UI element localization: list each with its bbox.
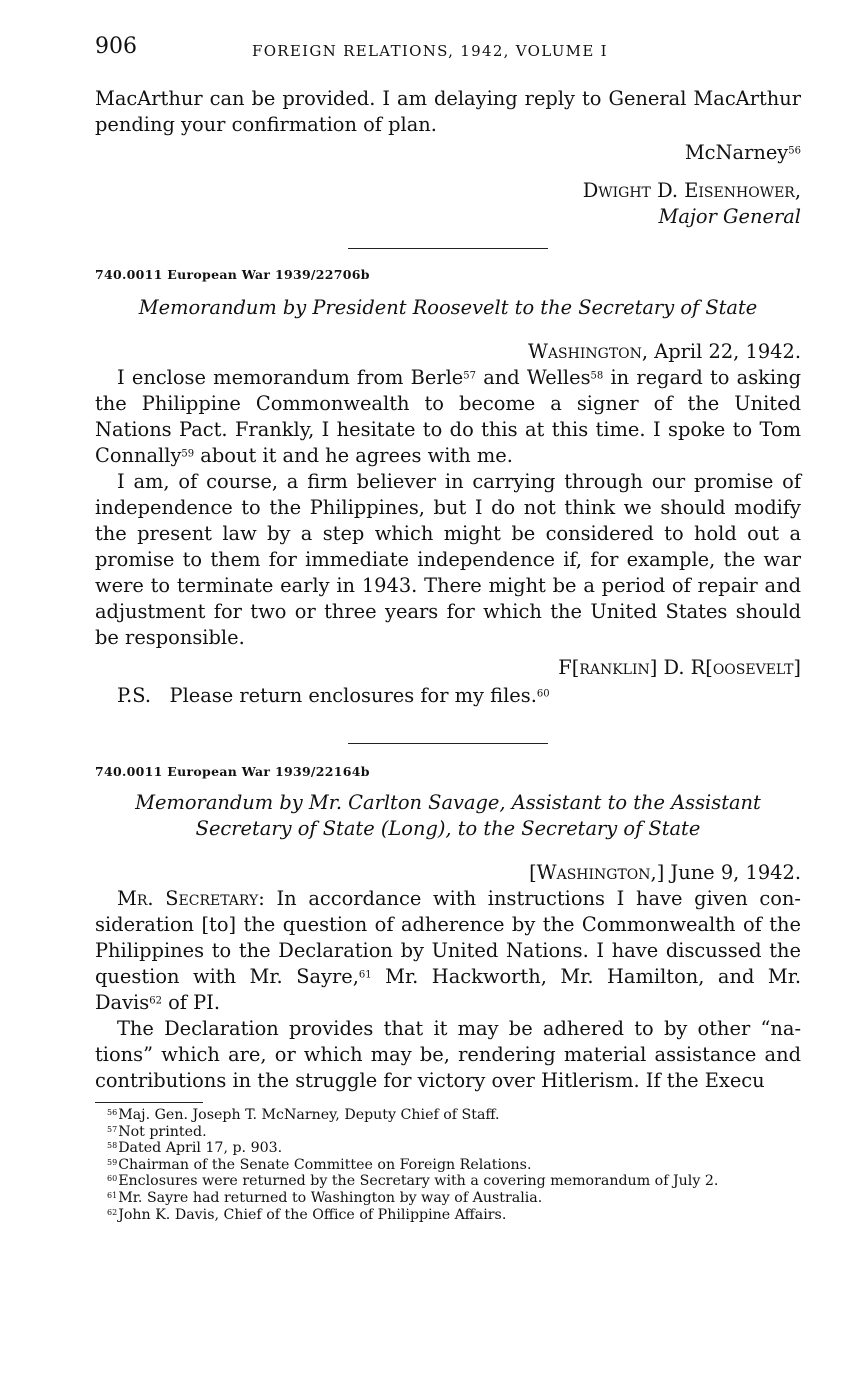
dateline-date: April 22, 1942. (648, 340, 801, 363)
dateline-place: [Washington,] (529, 861, 665, 884)
footnote-number: 61 (107, 1190, 118, 1200)
page-number: 906 (95, 34, 137, 59)
footnote-number: 56 (107, 1108, 118, 1117)
postscript (95, 683, 801, 709)
footnote-number: 57 (107, 1124, 118, 1134)
text-run: in regard to asking the Philippine Commonwealth to become a signer of the United Nations Pact. Frankly, I hesitate to do this at this time. I spoke to Tom Connally (95, 366, 801, 467)
text-run: and Welles (476, 366, 591, 389)
memo-paragraph (95, 365, 801, 469)
body-text (95, 86, 801, 1094)
footnote (95, 1190, 801, 1207)
footnote (95, 1140, 801, 1157)
file-code: 740.0011 European War 1939/22164b (95, 764, 370, 779)
memo-paragraph (95, 886, 801, 1016)
document-title (95, 790, 801, 842)
section-divider (348, 743, 548, 744)
text-run: oosevelt (712, 656, 794, 679)
dateline (95, 339, 801, 365)
page-header (95, 34, 801, 68)
text-run: P.S. Please return enclosures for my files. (117, 684, 537, 707)
footnote-text: Dated April 17, p. 903. (118, 1140, 283, 1157)
footnote (95, 1157, 801, 1174)
dateline-place: Washington, (528, 340, 649, 363)
footnote-ref: 59 (181, 448, 195, 460)
footnote-text: Maj. Gen. Joseph T. McNarney, Deputy Chief of Staff. (118, 1107, 500, 1123)
memo-paragraph: I am, of course, a firm believer in carrying through our promise of independence to the Philippines, but I do not think we should modify the present law by a step which might be considered to hold out a promise to them for immediate independence if, for example, the war were to terminate early in 1943. There might be a period of repair and adjustment for two or three years for which the United States should be responsible. (95, 470, 801, 649)
footnote-ref: 57 (463, 370, 477, 382)
text-run: ] (793, 656, 801, 679)
footnote-text: John K. Davis, Chief of the Office of Philippine Affairs. (118, 1206, 507, 1223)
signature (95, 655, 801, 681)
memo-paragraph: The Declaration provides that it may be adhered to by other “nations” which are, or which may be, rendering material assistance and contributions in the struggle for victory over Hitlerism. If the Execu (95, 1017, 801, 1092)
footnote-ref: 60 (536, 688, 550, 700)
file-code: 740.0011 European War 1939/22706b (95, 267, 370, 282)
footnote-divider (95, 1102, 203, 1103)
text-run: ] D. R[ (649, 656, 713, 679)
continuation-paragraph: MacArthur can be provided. I am delaying reply to General MacArthur pending your confirmation of plan. (95, 87, 801, 136)
section-divider (348, 248, 548, 249)
text-run: of PI. (161, 991, 221, 1014)
telegram-signoff (95, 140, 801, 166)
document-title: Memorandum by President Roosevelt to the Secretary of State (138, 296, 758, 319)
signoff-name: McNarney (684, 141, 789, 164)
document-page (95, 34, 801, 1223)
dateline-date: June 9, 1942. (664, 861, 801, 884)
text-run: I enclose memorandum from Berle (117, 366, 464, 389)
footnote (95, 1107, 801, 1124)
running-title: FOREIGN RELATIONS, 1942, VOLUME I (252, 42, 608, 60)
footnote-number: 60 (107, 1174, 118, 1184)
footnote-ref: 62 (149, 995, 162, 1007)
title-line: Memorandum by Mr. Carlton Savage, Assistant to the Assistant (135, 791, 761, 814)
signer-title: Major General (658, 205, 801, 228)
text-run: Mr. Hackworth, Mr. Hamilton, and Mr. Davis (95, 965, 802, 1014)
footnote-text: Chairman of the Senate Committee on Foreign Relations. (118, 1156, 532, 1173)
signer-name: Dwight D. Eisenhower, (582, 179, 801, 202)
text-run: In accordance with instructions I have given consideration [to] the question of adherence by the Commonwealth of the Philippines to the Declaration by United Nations. I have discussed the question with Mr. Sayre, (95, 887, 801, 988)
footnote-ref: 61 (358, 969, 372, 981)
text-run: ranklin (579, 656, 650, 679)
title-line: Secretary of State (Long), to the Secretary of State (195, 817, 701, 840)
footnotes (95, 1107, 801, 1223)
footnote-ref: 58 (590, 370, 604, 382)
footnote (95, 1173, 801, 1190)
text-run: about it and he agrees with me. (194, 444, 513, 467)
footnote-text: Enclosures were returned by the Secretary with a covering memorandum of July 2. (118, 1173, 719, 1190)
footnote-text: Mr. Sayre had returned to Washington by way of Australia. (118, 1189, 543, 1206)
footnote-ref: 56 (788, 145, 801, 157)
footnote (95, 1124, 801, 1141)
dateline (95, 860, 801, 886)
footnote-number: 58 (107, 1141, 118, 1151)
text-run: F[ (558, 656, 580, 679)
footnote (95, 1207, 801, 1224)
footnote-number: 59 (107, 1157, 118, 1167)
salutation: Mr. Secretary: (117, 887, 265, 910)
footnote-number: 62 (107, 1207, 118, 1217)
footnote-text: Not printed. (118, 1123, 207, 1140)
